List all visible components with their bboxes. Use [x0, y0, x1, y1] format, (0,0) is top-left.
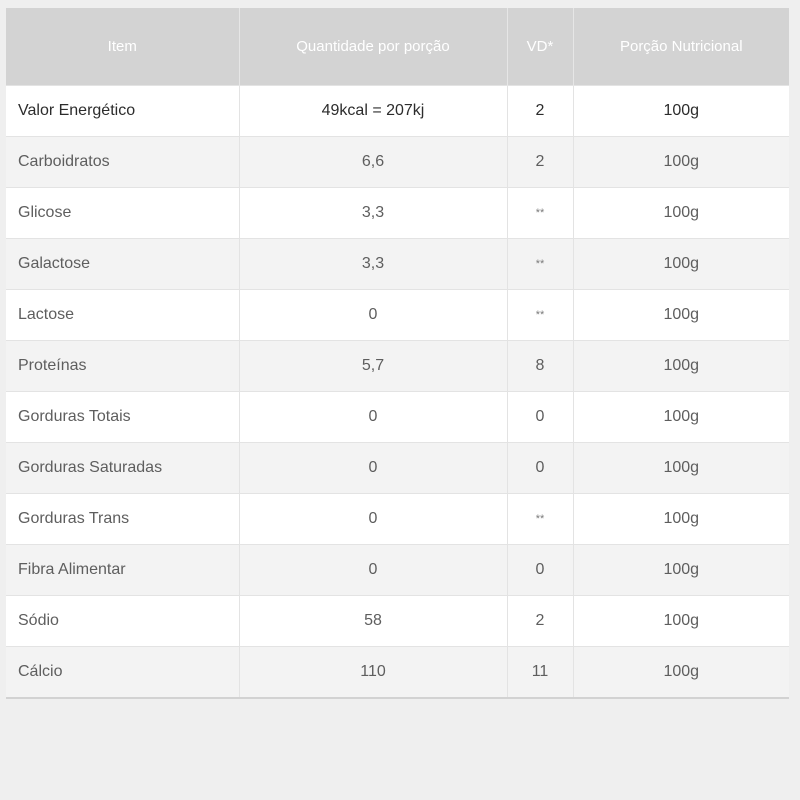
portion-cell: 100g	[573, 188, 789, 239]
vd-cell: 0	[507, 392, 573, 443]
vd-cell: **	[507, 290, 573, 341]
quantity-cell: 0	[239, 545, 507, 596]
vd-cell: 2	[507, 86, 573, 137]
vd-cell: 11	[507, 647, 573, 699]
quantity-cell: 0	[239, 494, 507, 545]
quantity-cell: 5,7	[239, 341, 507, 392]
item-cell: Galactose	[6, 239, 239, 290]
item-cell: Carboidratos	[6, 137, 239, 188]
item-cell: Gorduras Trans	[6, 494, 239, 545]
vd-cell: **	[507, 239, 573, 290]
item-cell: Lactose	[6, 290, 239, 341]
portion-cell: 100g	[573, 596, 789, 647]
table-row	[6, 86, 789, 137]
portion-cell: 100g	[573, 392, 789, 443]
vd-cell: 2	[507, 137, 573, 188]
portion-cell: 100g	[573, 86, 789, 137]
quantity-cell: 49kcal = 207kj	[239, 86, 507, 137]
portion-cell: 100g	[573, 443, 789, 494]
quantity-cell: 110	[239, 647, 507, 699]
quantity-cell: 58	[239, 596, 507, 647]
item-cell: Proteínas	[6, 341, 239, 392]
table-row	[6, 647, 789, 699]
table-row	[6, 137, 789, 188]
table-row	[6, 392, 789, 443]
item-cell: Sódio	[6, 596, 239, 647]
quantity-cell: 3,3	[239, 188, 507, 239]
table-row	[6, 545, 789, 596]
table-row	[6, 341, 789, 392]
vd-cell: 8	[507, 341, 573, 392]
header-vd: VD*	[507, 8, 573, 86]
portion-cell: 100g	[573, 494, 789, 545]
quantity-cell: 0	[239, 443, 507, 494]
quantity-cell: 3,3	[239, 239, 507, 290]
portion-cell: 100g	[573, 647, 789, 699]
portion-cell: 100g	[573, 290, 789, 341]
header-row	[6, 8, 789, 86]
item-cell: Glicose	[6, 188, 239, 239]
vd-cell: 0	[507, 545, 573, 596]
header-portion: Porção Nutricional	[573, 8, 789, 86]
portion-cell: 100g	[573, 137, 789, 188]
quantity-cell: 6,6	[239, 137, 507, 188]
nutrition-table	[6, 8, 789, 699]
item-cell: Fibra Alimentar	[6, 545, 239, 596]
item-cell: Gorduras Totais	[6, 392, 239, 443]
table-body	[6, 86, 789, 699]
table-row	[6, 290, 789, 341]
item-cell: Gorduras Saturadas	[6, 443, 239, 494]
header-quantity: Quantidade por porção	[239, 8, 507, 86]
quantity-cell: 0	[239, 392, 507, 443]
vd-cell: **	[507, 188, 573, 239]
quantity-cell: 0	[239, 290, 507, 341]
portion-cell: 100g	[573, 545, 789, 596]
item-cell: Cálcio	[6, 647, 239, 699]
portion-cell: 100g	[573, 341, 789, 392]
table-row	[6, 494, 789, 545]
portion-cell: 100g	[573, 239, 789, 290]
vd-cell: **	[507, 494, 573, 545]
table-row	[6, 443, 789, 494]
table-row	[6, 188, 789, 239]
item-cell: Valor Energético	[6, 86, 239, 137]
nutrition-table-container	[6, 8, 789, 699]
header-item: Item	[6, 8, 239, 86]
vd-cell: 0	[507, 443, 573, 494]
table-row	[6, 596, 789, 647]
vd-cell: 2	[507, 596, 573, 647]
table-header	[6, 8, 789, 86]
table-row	[6, 239, 789, 290]
